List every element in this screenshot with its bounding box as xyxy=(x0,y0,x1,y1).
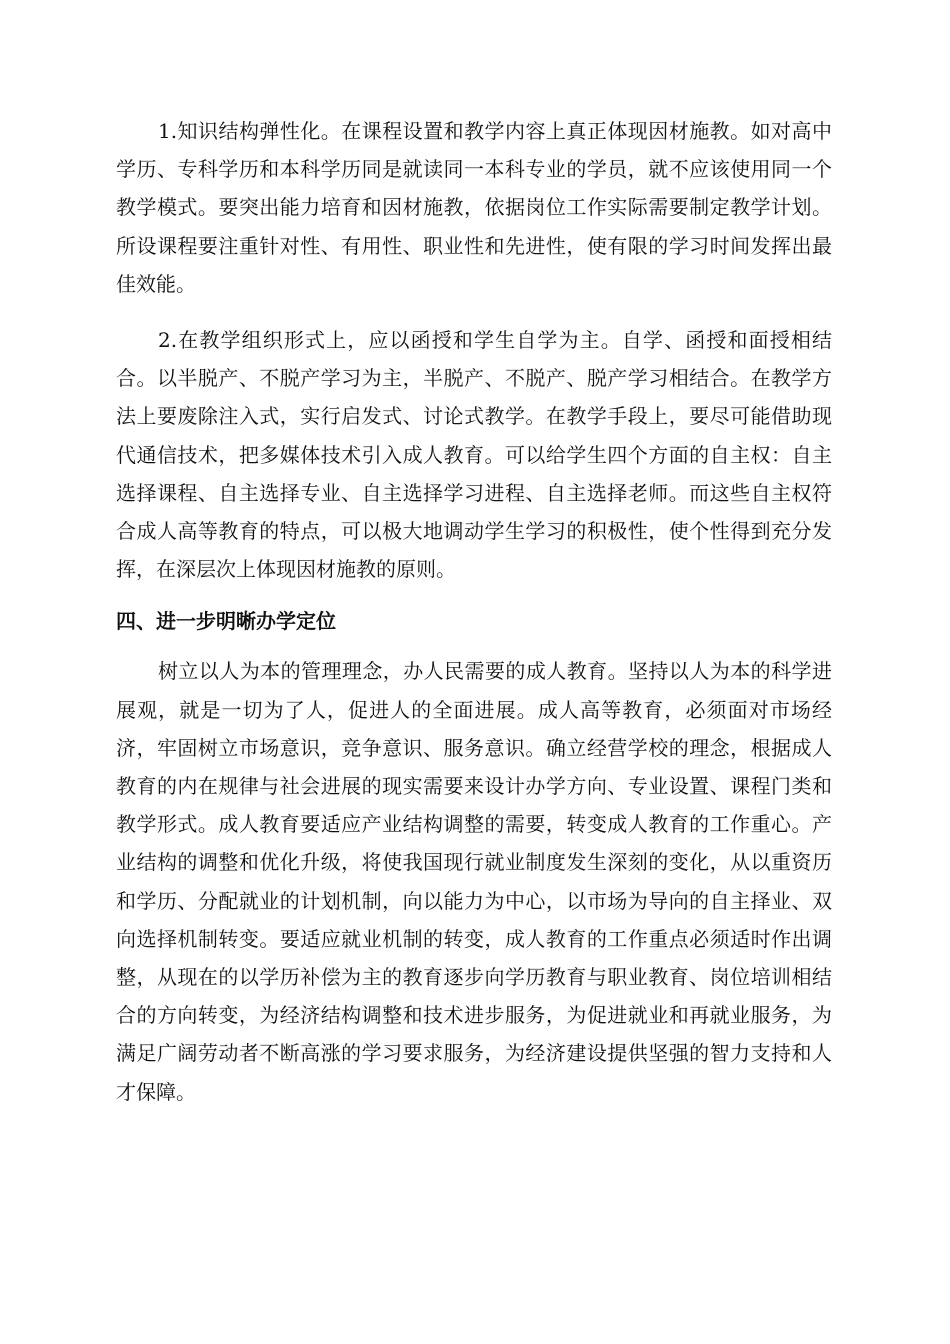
paragraph-school-positioning: 树立以人为本的管理理念，办人民需要的成人教育。坚持以人为本的科学进展观，就是一切为了人，促进人的全面进展。成人高等教育，必须面对市场经济，牢固树立市场意识，竞争意识、服务意识。确立经营学校的理念，根据成人教育的内在规律与社会进展的现实需要来设计办学方向、专业设置、课程门类和教学形式。成人教育要适应产业结构调整的需要，转变成人教育的工作重心。产业结构的调整和优化升级，将使我国现行就业制度发生深刻的变化，从以重资历和学历、分配就业的计划机制，向以能力为中心，以市场为导向的自主择业、双向选择机制转变。要适应就业机制的转变，成人教育的工作重点必须适时作出调整，从现在的以学历补偿为主的教育逐步向学历教育与职业教育、岗位培训相结合的方向转变，为经济结构调整和技术进步服务，为促进就业和再就业服务，为满足广阔劳动者不断高涨的学习要求服务，为经济建设提供坚强的智力支持和人才保障。 xyxy=(116,659,832,1104)
section-heading: 四、进一步明晰办学定位 xyxy=(116,609,336,634)
paragraph-knowledge-structure: 1.知识结构弹性化。在课程设置和教学内容上真正体现因材施教。如对高中学历、专科学历和本科学历同是就读同一本科专业的学员，就不应该使用同一个教学模式。要突出能力培育和因材施教，依据岗位工作实际需要制定教学计划。所设课程要注重针对性、有用性、职业性和先进性，使有限的学习时间发挥出最佳效能。 xyxy=(116,119,832,296)
paragraph-teaching-organization: 2.在教学组织形式上，应以函授和学生自学为主。自学、函授和面授相结合。以半脱产、不脱产学习为主，半脱产、不脱产、脱产学习相结合。在教学方法上要废除注入式，实行启发式、讨论式教学。在教学手段上，要尽可能借助现代通信技术，把多媒体技术引入成人教育。可以给学生四个方面的自主权：自主选择课程、自主选择专业、自主选择学习进程、自主选择老师。而这些自主权符合成人高等教育的特点，可以极大地调动学生学习的积极性，使个性得到充分发挥，在深层次上体现因材施教的原则。 xyxy=(116,328,832,582)
document-page xyxy=(116,112,832,1111)
